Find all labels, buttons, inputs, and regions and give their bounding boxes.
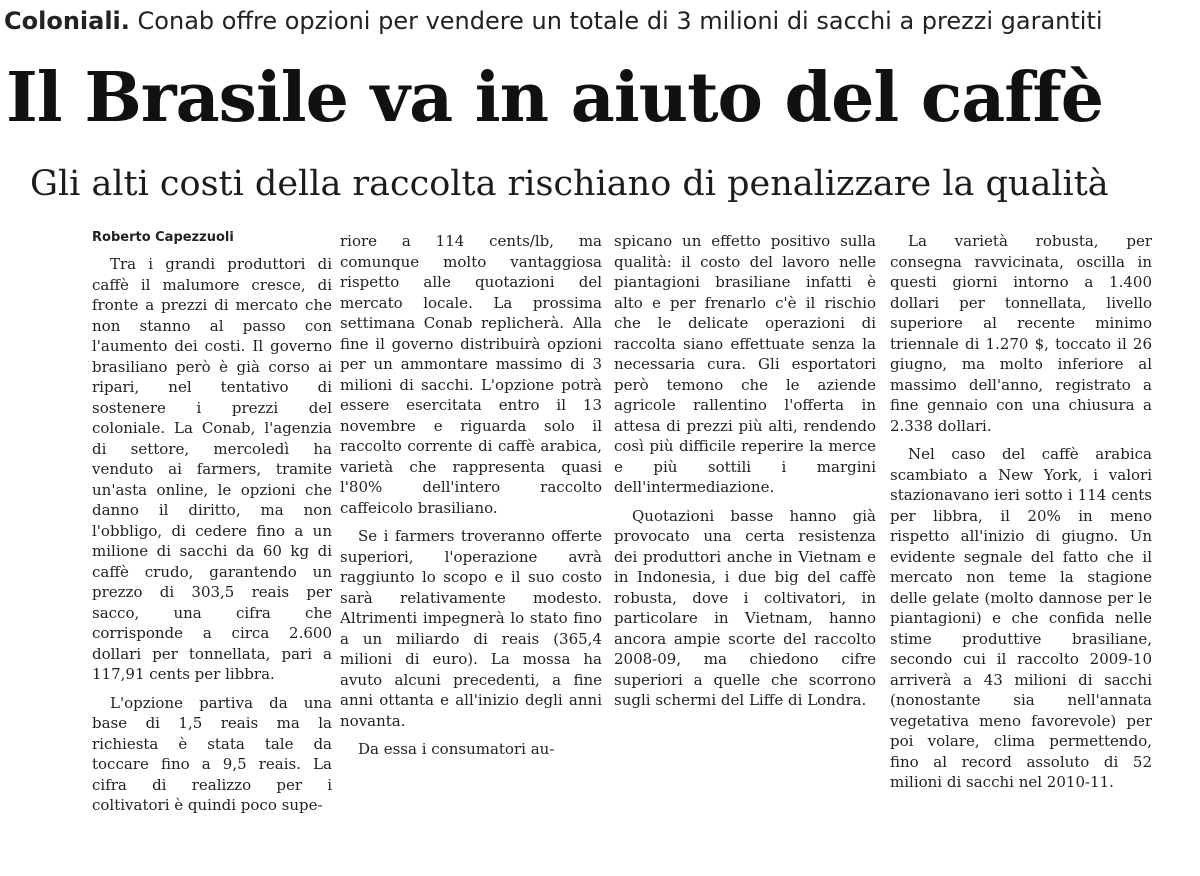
article-column-2 <box>340 231 602 871</box>
article-byline: Roberto Capezzuoli <box>92 230 234 245</box>
column-2-paragraph-3: Da essa i consumatori au- <box>358 740 555 758</box>
column-2-paragraph-1: riore a 114 cents/lb, ma comunque molto vantaggiosa rispetto alle quotazioni del mercato locale. La prossima settimana Conab replicherà. Alla fine il governo distribuirà opzioni per un ammontare massimo di 3 milioni di sacchi. L'opzione potrà essere esercitata entro il 13 novembre e riguarda solo il raccolto corrente di caffè arabica, varietà che rappresenta quasi l'80% dell'intero raccolto caffeicolo brasiliano. <box>340 232 602 517</box>
column-4-paragraph-1: La varietà robusta, per consegna ravvicinata, oscilla in questi giorni intorno a 1.400 dollari per tonnellata, livello superiore al recente minimo triennale di 1.270 $, toccato il 26 giugno, ma molto inferiore al massimo dell'anno, registrato a fine gennaio con una chiusura a 2.338 dollari. <box>890 232 1152 435</box>
column-4-paragraph-2: Nel caso del caffè arabica scambiato a New York, i valori stazionavano ieri sotto i 114 cents per libbra, il 20% in meno rispetto all'inizio di giugno. Un evidente segnale del fatto che il mercato non teme la stagione delle gelate (molto dannose per le piantagioni) e che confida nelle stime produttive brasiliane, secondo cui il raccolto 2009-10 arriverà a 43 milioni di sacchi (nonostante sia nell'annata vegetativa meno favorevole) per poi volare, clima permettendo, fino al record assoluto di 52 milioni di sacchi nel 2010-11. <box>890 445 1152 791</box>
column-1-paragraph-2: L'opzione partiva da una base di 1,5 reais ma la richiesta è stata tale da toccare fino a 9,5 reais. La cifra di realizzo per i coltivatori è quindi poco supe- <box>92 693 332 814</box>
article-headline: Il Brasile va in aiuto del caffè <box>6 58 1104 138</box>
article-column-3 <box>614 231 876 871</box>
column-2-paragraph-2: Se i farmers troveranno offerte superiori, l'operazione avrà raggiunto lo scopo e il suo costo sarà relativamente modesto. Altrimenti impegnerà lo stato fino a un miliardo di reais (365,4 milioni di euro). La mossa ha avuto alcuni precedenti, a fine anni ottanta e all'inizio degli anni novanta. <box>340 527 602 730</box>
kicker-section: Coloniali. <box>4 7 130 35</box>
column-3-paragraph-2: Quotazioni basse hanno già provocato una certa resistenza dei produttori anche in Vietnam e in Indonesia, i due big del caffè robusta, dove i coltivatori, in particolare in Vietnam, hanno ancora ampie scorte del raccolto 2008-09, ma chiedono cifre superiori a quelle che scorrono sugli schermi del Liffe di Londra. <box>614 506 876 709</box>
article-column-1 <box>92 228 332 868</box>
article-subheadline: Gli alti costi della raccolta rischiano di penalizzare la qualità <box>30 164 1109 204</box>
article-kicker <box>4 2 1196 42</box>
kicker-text: Conab offre opzioni per vendere un totale di 3 milioni di sacchi a prezzi garantiti <box>129 7 1103 35</box>
column-1-paragraph-1: Tra i grandi produttori di caffè il malumore cresce, di fronte a prezzi di mercato che non stanno al passo con l'aumento dei costi. Il governo brasiliano però è già corso ai ripari, nel tentativo di sostenere i prezzi del coloniale. La Conab, l'agenzia di settore, mercoledì ha venduto ai farmers, tramite un'asta online, le opzioni che danno il diritto, ma non l'obbligo, di cedere fino a un milione di sacchi da 60 kg di caffè crudo, garantendo un prezzo di 303,5 reais per sacco, una cifra che corrisponde a circa 2.600 dollari per tonnellata, pari a 117,91 cents per libbra. <box>92 255 332 683</box>
column-3-paragraph-1: spicano un effetto positivo sulla qualità: il costo del lavoro nelle piantagioni brasiliane infatti è alto e per frenarlo c'è il rischio che le delicate operazioni di raccolta siano effettuate senza la necessaria cura. Gli esportatori però temono che le aziende agricole rallentino l'offerta in attesa di prezzi più alti, rendendo così più difficile reperire la merce e più sottili i margini dell'intermediazione. <box>614 232 876 496</box>
article-column-4 <box>890 231 1152 871</box>
